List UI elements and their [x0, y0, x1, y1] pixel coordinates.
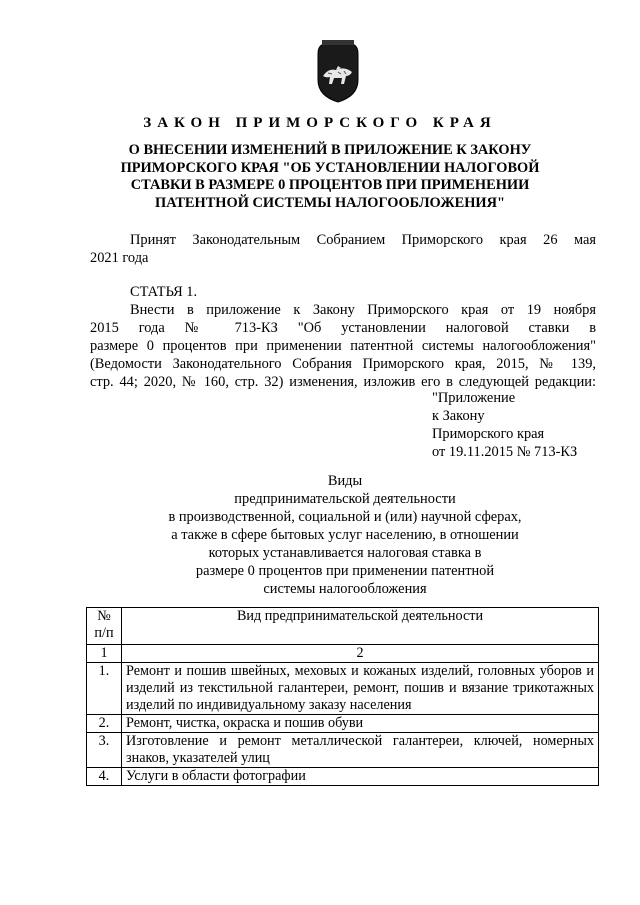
- coat-of-arms-emblem: [314, 40, 362, 104]
- table-row: [87, 663, 599, 715]
- article-title: СТАТЬЯ 1.: [130, 284, 198, 300]
- column-number: 1: [87, 645, 122, 663]
- law-subtitle: [100, 142, 560, 212]
- subtitle-line: СТАВКИ В РАЗМЕРЕ 0 ПРОЦЕНТОВ ПРИ ПРИМЕНЕНИИ: [130, 177, 530, 193]
- column-number-row: [87, 645, 599, 663]
- row-activity: Услуги в области фотографии: [122, 768, 599, 786]
- heading-line: размере 0 процентов при применении патентной: [195, 563, 495, 579]
- appendix-line: от 19.11.2015 № 713-КЗ: [432, 444, 578, 460]
- appendix-line: Приморского края: [432, 426, 545, 442]
- appendix-reference: [432, 389, 622, 461]
- subtitle-line: ПРИМОРСКОГО КРАЯ "ОБ УСТАНОВЛЕНИИ НАЛОГОВОЙ: [120, 159, 540, 176]
- subtitle-line: ПАТЕНТНОЙ СИСТЕМЫ НАЛОГООБЛОЖЕНИЯ": [155, 194, 505, 211]
- law-title: ЗАКОН ПРИМОРСКОГО КРАЯ: [143, 115, 497, 131]
- section-heading: [100, 472, 590, 598]
- activities-table: [86, 607, 599, 786]
- article-text-line: (Ведомости Законодательного Собрания Приморского края, 2015, № 139,: [90, 356, 596, 372]
- article-text-line: размере 0 процентов при применении патентной системы налогообложения": [90, 338, 596, 354]
- heading-line: предпринимательской деятельности: [234, 491, 456, 507]
- header-num-cell: [87, 608, 122, 645]
- row-number: 1.: [87, 663, 122, 715]
- table-header-row: [87, 608, 599, 645]
- header-num-label: №: [97, 608, 111, 624]
- row-activity: Изготовление и ремонт металлической галантереи, ключей, номерных знаков, указателей улиц: [122, 733, 599, 768]
- heading-line: которых устанавливается налоговая ставка в: [208, 545, 482, 561]
- article-text-line: 2015 года № 713-КЗ "Об установлении налоговой ставки в: [90, 320, 596, 336]
- row-number: 3.: [87, 733, 122, 768]
- appendix-line: к Закону: [432, 408, 485, 424]
- heading-line: а также в сфере бытовых услуг населению, в отношении: [171, 527, 519, 543]
- header-activity-cell: Вид предпринимательской деятельности: [122, 608, 599, 645]
- article-text-line: Внести в приложение к Закону Приморского края от 19 ноября: [130, 302, 596, 318]
- row-activity: Ремонт и пошив швейных, меховых и кожаных изделий, головных уборов и изделий из текстильной галантереи, ремонт, пошив и вязание трикотажных изделий по индивидуальному заказу населения: [122, 663, 599, 715]
- adoption-line: Принят Законодательным Собранием Приморского края 26 мая: [130, 232, 596, 248]
- column-number: 2: [122, 645, 599, 663]
- adoption-line: 2021 года: [90, 250, 149, 266]
- row-number: 2.: [87, 715, 122, 733]
- heading-line: в производственной, социальной и (или) научной сферах,: [168, 509, 522, 525]
- header-num-label: п/п: [94, 625, 114, 641]
- row-number: 4.: [87, 768, 122, 786]
- appendix-line: "Приложение: [432, 390, 516, 406]
- heading-line: системы налогообложения: [263, 581, 427, 597]
- table-row: [87, 715, 599, 733]
- row-activity: Ремонт, чистка, окраска и пошив обуви: [122, 715, 599, 733]
- table-row: [87, 733, 599, 768]
- subtitle-line: О ВНЕСЕНИИ ИЗМЕНЕНИЙ В ПРИЛОЖЕНИЕ К ЗАКОНУ: [128, 142, 532, 158]
- article-text-line: стр. 44; 2020, № 160, стр. 32) изменения, изложив его в следующей редакции:: [90, 374, 596, 390]
- heading-line: Виды: [327, 473, 363, 489]
- table-row: [87, 768, 599, 786]
